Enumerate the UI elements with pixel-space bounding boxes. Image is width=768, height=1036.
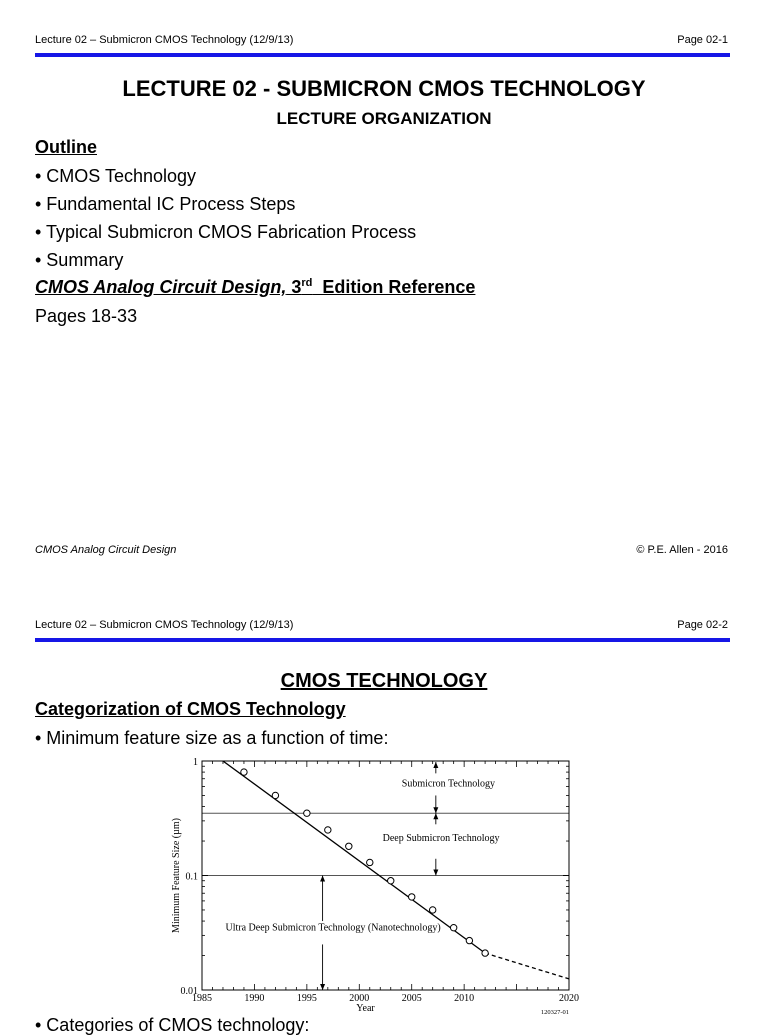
reference-edition-suffix: rd xyxy=(301,277,313,289)
arrow-deep-down-head xyxy=(433,870,438,876)
x-tick-label: 2000 xyxy=(349,993,370,1004)
outline-item: • Fundamental IC Process Steps xyxy=(35,194,296,214)
outline-item: • Summary xyxy=(35,250,124,270)
slide-title: CMOS TECHNOLOGY xyxy=(280,670,488,692)
page-header-title: Lecture 02 – Submicron CMOS Technology (12/9/13) xyxy=(35,619,294,631)
lecture-subtitle: LECTURE ORGANIZATION xyxy=(276,109,492,128)
slide-page-2 xyxy=(0,585,768,1035)
data-point xyxy=(272,792,278,798)
arrow-submicron-down-head xyxy=(433,807,438,813)
x-tick-label: 1990 xyxy=(244,993,265,1004)
data-point xyxy=(409,894,415,900)
data-point xyxy=(388,878,394,884)
page-number: Page 02-2 xyxy=(677,619,728,631)
data-point xyxy=(466,937,472,943)
y-tick-label: 0.1 xyxy=(185,871,198,883)
x-tick-label: 1995 xyxy=(296,993,317,1004)
label-deep-submicron: Deep Submicron Technology xyxy=(382,833,500,845)
x-tick-label: 2020 xyxy=(559,993,579,1004)
label-submicron: Submicron Technology xyxy=(401,778,496,790)
section-heading: Categorization of CMOS Technology xyxy=(35,699,346,719)
data-point xyxy=(429,907,435,913)
data-point xyxy=(367,859,373,865)
data-point xyxy=(482,950,488,956)
reference-pages: Pages 18-33 xyxy=(35,306,138,326)
x-tick-label: 2005 xyxy=(401,993,422,1004)
bullet-item: • Categories of CMOS technology: xyxy=(35,1015,310,1035)
arrow-ultra-up-head xyxy=(320,876,325,882)
arrow-submicron-up-head xyxy=(433,762,438,768)
y-axis-label: Minimum Feature Size (µm) xyxy=(171,818,182,933)
outline-item: • CMOS Technology xyxy=(35,166,197,186)
outline-item: • Typical Submicron CMOS Fabrication Process xyxy=(35,222,417,242)
reference-edition-text: Edition Reference xyxy=(312,277,476,297)
outline-heading: Outline xyxy=(35,137,97,157)
x-axis-label: Year xyxy=(356,1003,375,1014)
bullet-item: • Minimum feature size as a function of time: xyxy=(35,728,389,748)
data-point xyxy=(346,843,352,849)
reference-edition-number: 3 xyxy=(286,277,302,297)
figure-id: 120327-01 xyxy=(540,1009,569,1016)
data-point xyxy=(325,827,331,833)
data-point xyxy=(304,810,310,816)
data-point xyxy=(450,925,456,931)
footer-course: CMOS Analog Circuit Design xyxy=(35,544,177,556)
header-rule xyxy=(35,53,730,57)
page-header-title: Lecture 02 – Submicron CMOS Technology (12/9/13) xyxy=(35,34,294,46)
label-ultra-deep: Ultra Deep Submicron Technology (Nanotechnology) xyxy=(225,922,441,934)
x-tick-label: 1985 xyxy=(192,993,212,1004)
data-point xyxy=(241,769,247,775)
reference-heading xyxy=(35,277,475,298)
header-rule xyxy=(35,638,730,642)
y-tick-label: 0.01 xyxy=(180,986,198,997)
reference-book: CMOS Analog Circuit Design, xyxy=(35,277,287,297)
trend-extension xyxy=(485,953,569,979)
feature-size-chart xyxy=(165,754,590,1024)
page-number: Page 02-1 xyxy=(677,34,728,46)
lecture-title: LECTURE 02 - SUBMICRON CMOS TECHNOLOGY xyxy=(122,76,646,101)
y-tick-label: 1 xyxy=(193,757,198,768)
arrow-deep-up-head xyxy=(433,813,438,819)
arrow-ultra-down-head xyxy=(320,984,325,990)
x-tick-label: 2010 xyxy=(454,993,475,1004)
footer-copyright: © P.E. Allen - 2016 xyxy=(636,544,728,556)
